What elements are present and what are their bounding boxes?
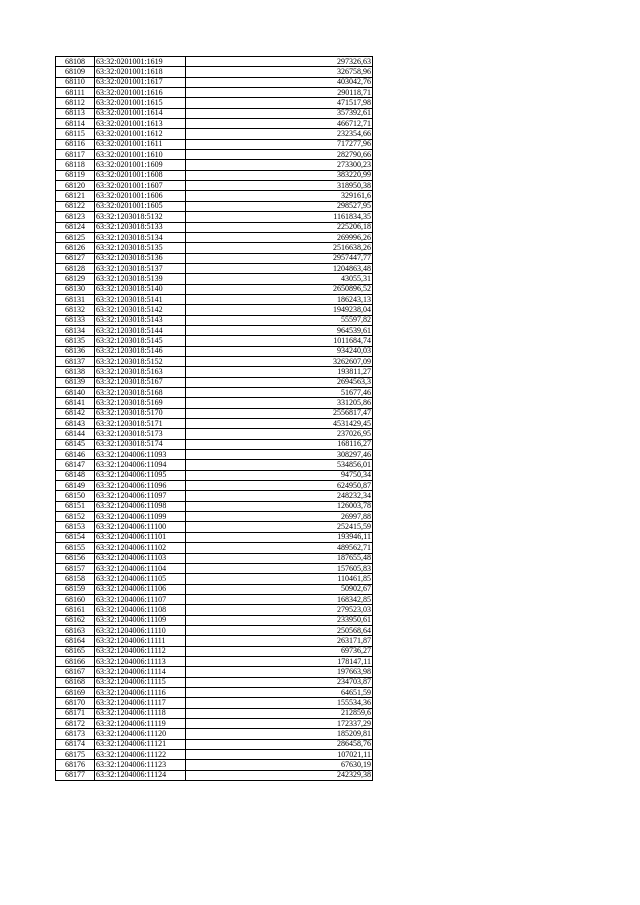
row-number-cell: 68131 [56,294,95,304]
cadastral-number-cell: 63:32:1203018:5132 [95,212,186,222]
row-number-cell: 68166 [56,656,95,666]
table-row [56,584,373,594]
row-number-cell: 68140 [56,388,95,398]
table-row [56,346,373,356]
row-number-cell: 68125 [56,232,95,242]
cadastral-value-cell: 168116,27 [186,439,373,449]
cadastral-number-cell: 63:32:0201001:1605 [95,201,186,211]
cadastral-value-cell: 55597,82 [186,315,373,325]
cadastral-number-cell: 63:32:0201001:1615 [95,98,186,108]
table-row [56,719,373,729]
cadastral-value-cell: 107021,11 [186,750,373,760]
cadastral-number-cell: 63:32:1203018:5133 [95,222,186,232]
table-row [56,284,373,294]
cadastral-value-cell: 26997,88 [186,512,373,522]
cadastral-value-cell: 94750,34 [186,470,373,480]
row-number-cell: 68111 [56,88,95,98]
cadastral-value-cell: 331205,86 [186,398,373,408]
row-number-cell: 68129 [56,274,95,284]
cadastral-value-cell: 534856,01 [186,460,373,470]
cadastral-number-cell: 63:32:1203018:5169 [95,398,186,408]
cadastral-number-cell: 63:32:1204006:11104 [95,563,186,573]
table-row [56,325,373,335]
table-row [56,253,373,263]
row-number-cell: 68123 [56,212,95,222]
table-row [56,532,373,542]
row-number-cell: 68142 [56,408,95,418]
cadastral-value-cell: 403042,76 [186,77,373,87]
table-row [56,646,373,656]
cadastral-value-cell: 717277,96 [186,139,373,149]
row-number-cell: 68138 [56,367,95,377]
row-number-cell: 68116 [56,139,95,149]
cadastral-number-cell: 63:32:1203018:5142 [95,305,186,315]
cadastral-number-cell: 63:32:1203018:5168 [95,388,186,398]
cadastral-number-cell: 63:32:1204006:11113 [95,656,186,666]
table-row [56,429,373,439]
cadastral-number-cell: 63:32:1204006:11118 [95,708,186,718]
row-number-cell: 68171 [56,708,95,718]
cadastral-value-cell: 329161,6 [186,191,373,201]
row-number-cell: 68175 [56,750,95,760]
row-number-cell: 68122 [56,201,95,211]
table-row [56,615,373,625]
cadastral-value-cell: 1161834,35 [186,212,373,222]
table-row [56,419,373,429]
table-row [56,750,373,760]
cadastral-number-cell: 63:32:1204006:11124 [95,770,186,780]
row-number-cell: 68120 [56,181,95,191]
table-row [56,491,373,501]
cadastral-number-cell: 63:32:1203018:5141 [95,294,186,304]
row-number-cell: 68144 [56,429,95,439]
cadastral-number-cell: 63:32:1203018:5137 [95,263,186,273]
table-row [56,315,373,325]
table-row [56,625,373,635]
cadastral-number-cell: 63:32:1204006:11099 [95,512,186,522]
cadastral-number-cell: 63:32:1203018:5163 [95,367,186,377]
cadastral-number-cell: 63:32:1204006:11112 [95,646,186,656]
row-number-cell: 68119 [56,170,95,180]
table-row [56,377,373,387]
cadastral-number-cell: 63:32:1203018:5174 [95,439,186,449]
cadastral-number-cell: 63:32:1203018:5135 [95,243,186,253]
table-row [56,263,373,273]
table-row [56,181,373,191]
row-number-cell: 68163 [56,625,95,635]
table-row [56,667,373,677]
cadastral-value-cell: 624950,87 [186,481,373,491]
table-row [56,212,373,222]
table-row [56,470,373,480]
cadastral-value-cell: 1204863,48 [186,263,373,273]
cadastral-value-table [55,56,373,781]
table-row [56,201,373,211]
table-row [56,388,373,398]
row-number-cell: 68136 [56,346,95,356]
table-row [56,305,373,315]
cadastral-value-cell: 282790,66 [186,150,373,160]
row-number-cell: 68151 [56,501,95,511]
cadastral-value-cell: 212859,6 [186,708,373,718]
cadastral-number-cell: 63:32:1203018:5144 [95,325,186,335]
table-row [56,770,373,780]
table-row [56,677,373,687]
row-number-cell: 68172 [56,719,95,729]
row-number-cell: 68160 [56,594,95,604]
row-number-cell: 68149 [56,481,95,491]
cadastral-value-cell: 248232,34 [186,491,373,501]
row-number-cell: 68128 [56,263,95,273]
cadastral-value-cell: 290118,71 [186,88,373,98]
cadastral-value-cell: 185209,81 [186,729,373,739]
cadastral-value-cell: 297326,63 [186,57,373,67]
row-number-cell: 68161 [56,605,95,615]
table-row [56,605,373,615]
row-number-cell: 68177 [56,770,95,780]
cadastral-number-cell: 63:32:1204006:11110 [95,625,186,635]
cadastral-number-cell: 63:32:1203018:5145 [95,336,186,346]
cadastral-value-cell: 326758,96 [186,67,373,77]
cadastral-value-cell: 193811,27 [186,367,373,377]
cadastral-value-cell: 964539,61 [186,325,373,335]
cadastral-number-cell: 63:32:1204006:11105 [95,574,186,584]
cadastral-number-cell: 63:32:1204006:11117 [95,698,186,708]
cadastral-number-cell: 63:32:1204006:11097 [95,491,186,501]
row-number-cell: 68150 [56,491,95,501]
table-row [56,512,373,522]
cadastral-value-cell: 43055,31 [186,274,373,284]
cadastral-number-cell: 63:32:1204006:11120 [95,729,186,739]
row-number-cell: 68145 [56,439,95,449]
cadastral-number-cell: 63:32:0201001:1610 [95,150,186,160]
cadastral-value-cell: 186243,13 [186,294,373,304]
cadastral-number-cell: 63:32:1204006:11100 [95,522,186,532]
table-row [56,356,373,366]
cadastral-value-cell: 126003,78 [186,501,373,511]
table-row [56,67,373,77]
cadastral-value-cell: 168342,85 [186,594,373,604]
cadastral-value-cell: 308297,46 [186,450,373,460]
cadastral-number-cell: 63:32:1204006:11122 [95,750,186,760]
cadastral-value-cell: 2650896,52 [186,284,373,294]
cadastral-number-cell: 63:32:1204006:11102 [95,543,186,553]
cadastral-value-cell: 225206,18 [186,222,373,232]
table-row [56,460,373,470]
table-body [56,57,373,781]
table-row [56,408,373,418]
cadastral-number-cell: 63:32:1203018:5170 [95,408,186,418]
cadastral-number-cell: 63:32:1203018:5143 [95,315,186,325]
cadastral-number-cell: 63:32:1203018:5139 [95,274,186,284]
cadastral-number-cell: 63:32:1204006:11107 [95,594,186,604]
table-row [56,481,373,491]
cadastral-value-cell: 197663,98 [186,667,373,677]
row-number-cell: 68176 [56,760,95,770]
row-number-cell: 68130 [56,284,95,294]
cadastral-number-cell: 63:32:0201001:1617 [95,77,186,87]
cadastral-value-cell: 318950,38 [186,181,373,191]
cadastral-number-cell: 63:32:0201001:1611 [95,139,186,149]
table-row [56,450,373,460]
row-number-cell: 68137 [56,356,95,366]
cadastral-value-cell: 286458,76 [186,739,373,749]
cadastral-number-cell: 63:32:1204006:11114 [95,667,186,677]
cadastral-value-cell: 157605,83 [186,563,373,573]
cadastral-value-cell: 50902,67 [186,584,373,594]
cadastral-value-cell: 263171,87 [186,636,373,646]
table-row [56,77,373,87]
table-row [56,708,373,718]
cadastral-value-cell: 3262607,09 [186,356,373,366]
cadastral-value-cell: 250568,64 [186,625,373,635]
cadastral-value-cell: 110461,85 [186,574,373,584]
cadastral-number-cell: 63:32:1204006:11108 [95,605,186,615]
table-row [56,439,373,449]
cadastral-value-cell: 2556817,47 [186,408,373,418]
row-number-cell: 68134 [56,325,95,335]
cadastral-value-cell: 252415,59 [186,522,373,532]
cadastral-number-cell: 63:32:1204006:11109 [95,615,186,625]
cadastral-value-cell: 1011684,74 [186,336,373,346]
cadastral-number-cell: 63:32:0201001:1608 [95,170,186,180]
cadastral-value-cell: 279523,03 [186,605,373,615]
cadastral-value-cell: 357392,61 [186,108,373,118]
row-number-cell: 68124 [56,222,95,232]
row-number-cell: 68135 [56,336,95,346]
table-row [56,729,373,739]
table-row [56,119,373,129]
row-number-cell: 68147 [56,460,95,470]
cadastral-value-cell: 178147,11 [186,656,373,666]
cadastral-number-cell: 63:32:1204006:11111 [95,636,186,646]
cadastral-value-cell: 172337,29 [186,719,373,729]
table-row [56,129,373,139]
cadastral-value-cell: 466712,71 [186,119,373,129]
row-number-cell: 68113 [56,108,95,118]
row-number-cell: 68154 [56,532,95,542]
table-row [56,108,373,118]
table-row [56,698,373,708]
row-number-cell: 68167 [56,667,95,677]
cadastral-number-cell: 63:32:1204006:11098 [95,501,186,511]
row-number-cell: 68110 [56,77,95,87]
row-number-cell: 68169 [56,687,95,697]
cadastral-value-cell: 269996,26 [186,232,373,242]
table-row [56,336,373,346]
row-number-cell: 68168 [56,677,95,687]
cadastral-number-cell: 63:32:1203018:5152 [95,356,186,366]
cadastral-value-cell: 471517,98 [186,98,373,108]
row-number-cell: 68143 [56,419,95,429]
row-number-cell: 68157 [56,563,95,573]
row-number-cell: 68139 [56,377,95,387]
row-number-cell: 68126 [56,243,95,253]
row-number-cell: 68148 [56,470,95,480]
row-number-cell: 68121 [56,191,95,201]
table-row [56,160,373,170]
cadastral-value-cell: 4531429,45 [186,419,373,429]
cadastral-number-cell: 63:32:1203018:5171 [95,419,186,429]
cadastral-value-cell: 934240,03 [186,346,373,356]
row-number-cell: 68159 [56,584,95,594]
cadastral-value-cell: 2694563,3 [186,377,373,387]
cadastral-number-cell: 63:32:1203018:5146 [95,346,186,356]
row-number-cell: 68146 [56,450,95,460]
cadastral-value-cell: 187655,48 [186,553,373,563]
cadastral-number-cell: 63:32:1204006:11094 [95,460,186,470]
cadastral-value-cell: 237026,95 [186,429,373,439]
row-number-cell: 68152 [56,512,95,522]
cadastral-number-cell: 63:32:1203018:5140 [95,284,186,294]
table-row [56,170,373,180]
table-row [56,139,373,149]
cadastral-value-cell: 69736,27 [186,646,373,656]
table-row [56,543,373,553]
cadastral-number-cell: 63:32:1204006:11119 [95,719,186,729]
table-row [56,294,373,304]
cadastral-value-cell: 64651,59 [186,687,373,697]
cadastral-value-cell: 489562,71 [186,543,373,553]
cadastral-value-cell: 273300,23 [186,160,373,170]
table-row [56,98,373,108]
table-row [56,367,373,377]
table-row [56,398,373,408]
row-number-cell: 68115 [56,129,95,139]
cadastral-number-cell: 63:32:1204006:11106 [95,584,186,594]
cadastral-number-cell: 63:32:0201001:1614 [95,108,186,118]
table-row [56,563,373,573]
cadastral-number-cell: 63:32:0201001:1616 [95,88,186,98]
table-row [56,222,373,232]
table-row [56,739,373,749]
row-number-cell: 68173 [56,729,95,739]
row-number-cell: 68114 [56,119,95,129]
table-row [56,88,373,98]
table-row [56,243,373,253]
cadastral-number-cell: 63:32:0201001:1618 [95,67,186,77]
cadastral-number-cell: 63:32:0201001:1613 [95,119,186,129]
cadastral-value-cell: 234703,87 [186,677,373,687]
table-row [56,191,373,201]
cadastral-value-cell: 232354,66 [186,129,373,139]
cadastral-number-cell: 63:32:1203018:5173 [95,429,186,439]
cadastral-number-cell: 63:32:0201001:1619 [95,57,186,67]
cadastral-value-cell: 242329,38 [186,770,373,780]
table-row [56,760,373,770]
cadastral-value-cell: 67630,19 [186,760,373,770]
table-row [56,232,373,242]
row-number-cell: 68156 [56,553,95,563]
row-number-cell: 68133 [56,315,95,325]
table-row [56,522,373,532]
row-number-cell: 68158 [56,574,95,584]
cadastral-value-cell: 1949238,04 [186,305,373,315]
cadastral-value-cell: 155534,36 [186,698,373,708]
table-row [56,574,373,584]
row-number-cell: 68112 [56,98,95,108]
table-row [56,274,373,284]
table-row [56,656,373,666]
cadastral-number-cell: 63:32:1204006:11116 [95,687,186,697]
cadastral-value-cell: 383220,99 [186,170,373,180]
cadastral-number-cell: 63:32:1204006:11121 [95,739,186,749]
table-row [56,501,373,511]
row-number-cell: 68109 [56,67,95,77]
cadastral-number-cell: 63:32:0201001:1609 [95,160,186,170]
row-number-cell: 68108 [56,57,95,67]
table-row [56,594,373,604]
cadastral-value-cell: 298527,95 [186,201,373,211]
cadastral-number-cell: 63:32:1203018:5167 [95,377,186,387]
cadastral-value-cell: 233950,61 [186,615,373,625]
cadastral-number-cell: 63:32:1204006:11101 [95,532,186,542]
cadastral-number-cell: 63:32:0201001:1607 [95,181,186,191]
cadastral-number-cell: 63:32:1204006:11096 [95,481,186,491]
row-number-cell: 68153 [56,522,95,532]
table-row [56,687,373,697]
row-number-cell: 68117 [56,150,95,160]
row-number-cell: 68174 [56,739,95,749]
cadastral-value-cell: 2516638,26 [186,243,373,253]
row-number-cell: 68170 [56,698,95,708]
cadastral-number-cell: 63:32:1204006:11115 [95,677,186,687]
row-number-cell: 68118 [56,160,95,170]
row-number-cell: 68141 [56,398,95,408]
cadastral-value-cell: 193946,11 [186,532,373,542]
cadastral-number-cell: 63:32:1204006:11123 [95,760,186,770]
cadastral-number-cell: 63:32:0201001:1606 [95,191,186,201]
cadastral-number-cell: 63:32:1203018:5136 [95,253,186,263]
cadastral-number-cell: 63:32:1203018:5134 [95,232,186,242]
table-row [56,636,373,646]
table-row [56,553,373,563]
cadastral-number-cell: 63:32:1204006:11103 [95,553,186,563]
row-number-cell: 68155 [56,543,95,553]
cadastral-value-cell: 51677,46 [186,388,373,398]
row-number-cell: 68162 [56,615,95,625]
table-row [56,57,373,67]
row-number-cell: 68165 [56,646,95,656]
cadastral-number-cell: 63:32:0201001:1612 [95,129,186,139]
cadastral-number-cell: 63:32:1204006:11093 [95,450,186,460]
cadastral-number-cell: 63:32:1204006:11095 [95,470,186,480]
cadastral-value-cell: 2957447,77 [186,253,373,263]
table-row [56,150,373,160]
row-number-cell: 68127 [56,253,95,263]
row-number-cell: 68132 [56,305,95,315]
row-number-cell: 68164 [56,636,95,646]
